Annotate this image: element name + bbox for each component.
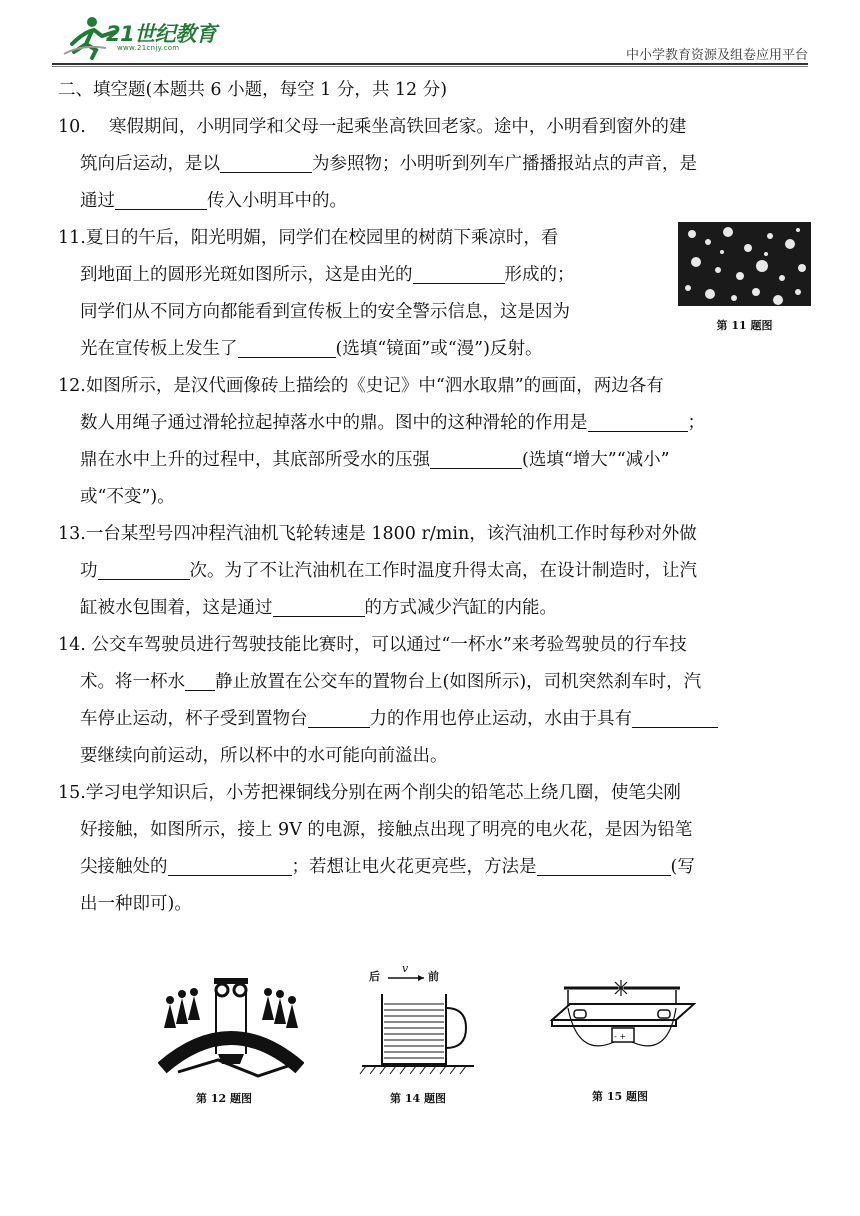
q15-text: ；若想让电火花更亮些，方法是 <box>291 857 537 877</box>
q11-line3: 同学们从不同方向都能看到宣传板上的安全警示信息，这是因为 <box>80 302 570 322</box>
platform-title: 中小学教育资源及组卷应用平台 <box>625 48 808 63</box>
q14-line3 <box>58 701 810 738</box>
answer-blank[interactable] <box>115 187 207 210</box>
q15-text: (写 <box>670 857 695 877</box>
q10-text: 传入小明耳中的。 <box>207 191 347 211</box>
svg-text:- +: - + <box>614 1032 627 1041</box>
q10-line3 <box>58 183 810 220</box>
answer-blank[interactable] <box>238 335 336 358</box>
fig14-label-front: 前 <box>428 970 439 983</box>
q14-text: 术。将一杯水 <box>80 672 185 692</box>
q11-line1: 11.夏日的午后，阳光明媚，同学们在校园里的树荫下乘凉时，看 <box>58 228 559 248</box>
fig14-label-back: 后 <box>369 970 380 983</box>
q14-text: 静止放置在公交车的置物台上(如图所示)，司机突然刹车时，汽 <box>215 672 702 692</box>
q13-text: 功 <box>80 561 98 581</box>
q15-text: 尖接触处的 <box>80 857 168 877</box>
fig12-caption: 第 12 题图 <box>196 1092 252 1105</box>
q15-line2: 好接触，如图所示，接上 9V 的电源，接触点出现了明亮的电火花，是因为铅笔 <box>80 820 693 840</box>
q11-text: 到地面上的圆形光斑如图所示，这是由光的 <box>80 265 413 285</box>
answer-blank[interactable] <box>185 668 215 691</box>
q10-line1: 10. 寒假期间，小明同学和父母一起乘坐高铁回老家。途中，小明看到窗外的建 <box>58 117 687 137</box>
logo-wordmark: 21世纪教育 <box>106 22 217 46</box>
q10-text: 为参照物；小明听到列车广播播报站点的声音，是 <box>312 154 697 174</box>
q13-line3 <box>58 590 810 627</box>
q14-line2 <box>58 664 810 701</box>
q14-line4: 要继续向前运动，所以杯中的水可能向前溢出。 <box>80 746 448 766</box>
question-13 <box>58 516 810 627</box>
fig14-label-v: v <box>402 962 409 975</box>
answer-blank[interactable] <box>430 446 522 469</box>
q11-line4 <box>58 331 810 368</box>
answer-blank[interactable] <box>220 150 312 173</box>
q14-line1: 14. 公交车驾驶员进行驾驶技能比赛时，可以通过“一杯水”来考验驾驶员的行车技 <box>58 635 687 655</box>
q12-text: ； <box>687 413 705 433</box>
question-10 <box>58 109 810 220</box>
answer-blank[interactable] <box>273 594 365 617</box>
section-title: 二、填空题(本题共 6 小题，每空 1 分，共 12 分) <box>58 80 448 100</box>
q13-line1: 13.一台某型号四冲程汽油机飞轮转速是 1800 r/min，该汽油机工作时每秒对外做 <box>58 524 697 544</box>
answer-blank[interactable] <box>168 853 292 876</box>
fig15-circuit-diagram <box>548 968 696 1080</box>
q12-text: (选填“增大”“减小” <box>522 450 670 470</box>
fig11-caption: 第 11 题图 <box>716 319 773 332</box>
answer-blank[interactable] <box>413 261 505 284</box>
q12-text: 鼎在水中上升的过程中，其底部所受水的压强 <box>80 450 430 470</box>
q11-text: (选填“镜面”或“漫”)反射。 <box>335 339 543 359</box>
answer-blank[interactable] <box>632 705 718 728</box>
answer-blank[interactable] <box>537 853 671 876</box>
q13-text: 缸被水包围着，这是通过 <box>80 598 273 618</box>
q12-line1: 12.如图所示，是汉代画像砖上描绘的《史记》中“泗水取鼎”的画面，两边各有 <box>58 376 664 396</box>
fig14-caption: 第 14 题图 <box>390 1092 446 1105</box>
q12-text: 数人用绳子通过滑轮拉起掉落水中的鼎。图中的这种滑轮的作用是 <box>80 413 588 433</box>
header-rule-thin <box>52 66 808 67</box>
q14-text: 车停止运动，杯子受到置物台 <box>80 709 308 729</box>
question-14 <box>58 627 810 775</box>
fig12-pulley-relief-image <box>158 968 304 1080</box>
figures-row <box>0 962 860 1108</box>
q10-line2 <box>58 146 810 183</box>
q11-text: 形成的； <box>504 265 575 285</box>
q11-text: 光在宣传板上发生了 <box>80 339 238 359</box>
q13-text: 次。为了不让汽油机在工作时温度升得太高，在设计制造时，让汽 <box>189 561 697 581</box>
answer-blank[interactable] <box>308 705 370 728</box>
q15-line4: 出一种即可)。 <box>80 894 192 914</box>
logo-url: www.21cnjy.com <box>117 44 180 52</box>
q15-line3 <box>58 849 810 886</box>
fig11-light-spots-photo <box>678 222 811 306</box>
q10-text: 筑向后运动，是以 <box>80 154 220 174</box>
fig15-caption: 第 15 题图 <box>592 1090 648 1103</box>
header-rule <box>52 63 808 65</box>
q14-text: 力的作用也停止运动，水由于具有 <box>369 709 632 729</box>
q12-line2 <box>58 405 810 442</box>
fig14-cup-diagram <box>358 968 478 1080</box>
question-15 <box>58 775 810 923</box>
q13-line2 <box>58 553 810 590</box>
page-header <box>0 0 860 70</box>
question-12 <box>58 368 810 516</box>
q13-text: 的方式减少汽缸的内能。 <box>364 598 557 618</box>
answer-blank[interactable] <box>588 409 688 432</box>
q12-line4: 或“不变”)。 <box>80 487 175 507</box>
q10-text: 通过 <box>80 191 115 211</box>
question-content <box>58 72 810 923</box>
answer-blank[interactable] <box>98 557 190 580</box>
q12-line3 <box>58 442 810 479</box>
q15-line1: 15.学习电学知识后，小芳把裸铜线分别在两个削尖的铅笔芯上绕几圈，使笔尖刚 <box>58 783 681 803</box>
